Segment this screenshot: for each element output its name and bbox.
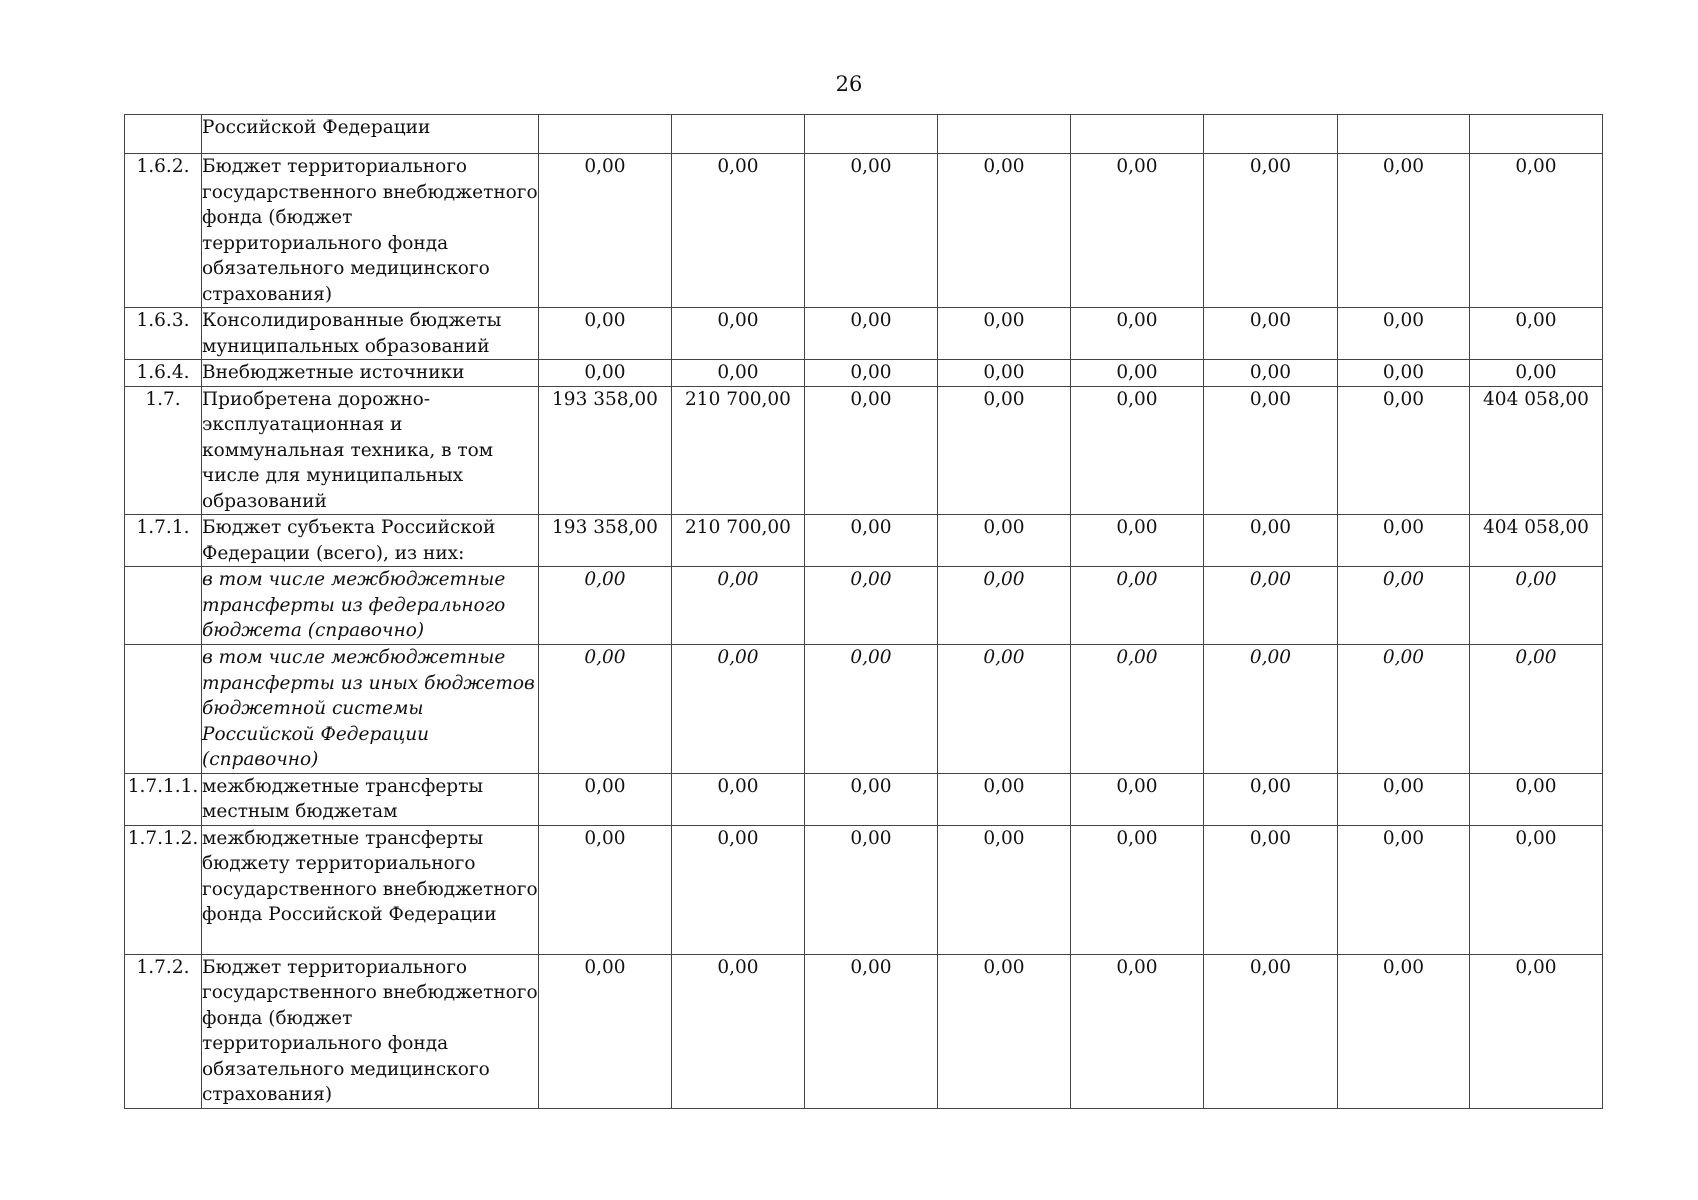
value-cell-5: 0,00	[1071, 645, 1204, 774]
row-number-cell	[125, 567, 202, 645]
value-cell-4: 0,00	[938, 360, 1071, 387]
row-number-cell	[125, 115, 202, 154]
value-cell-8: 404 058,00	[1470, 515, 1603, 567]
value-cell-4: 0,00	[938, 825, 1071, 954]
value-cell-5: 0,00	[1071, 308, 1204, 360]
value-cell-8: 0,00	[1470, 154, 1603, 308]
value-cell-3: 0,00	[805, 515, 938, 567]
table-body	[125, 115, 1603, 1109]
row-name-cell: межбюджетные трансферты бюджету территориального государственного внебюджетного фонда Российской Федерации	[202, 825, 539, 954]
table-row	[125, 567, 1603, 645]
value-cell-5: 0,00	[1071, 386, 1204, 515]
value-cell-1: 0,00	[539, 567, 672, 645]
value-cell-5: 0,00	[1071, 825, 1204, 954]
value-cell-8: 0,00	[1470, 645, 1603, 774]
value-cell-2: 0,00	[672, 645, 805, 774]
row-number-cell: 1.6.2.	[125, 154, 202, 308]
row-name-cell: в том числе межбюджетные трансферты из иных бюджетов бюджетной системы Российской Федерации (справочно)	[202, 645, 539, 774]
value-cell-5	[1071, 115, 1204, 154]
row-name-cell: Приобретена дорожно-эксплуатационная и коммунальная техника, в том числе для муниципальных образований	[202, 386, 539, 515]
value-cell-6: 0,00	[1204, 825, 1338, 954]
value-cell-8: 0,00	[1470, 308, 1603, 360]
value-cell-5: 0,00	[1071, 515, 1204, 567]
value-cell-1: 0,00	[539, 360, 672, 387]
value-cell-7: 0,00	[1338, 360, 1470, 387]
row-name-cell: Бюджет территориального государственного внебюджетного фонда (бюджет территориального фонда обязательного медицинского страхования)	[202, 154, 539, 308]
value-cell-8: 0,00	[1470, 773, 1603, 825]
value-cell-1: 0,00	[539, 645, 672, 774]
row-name-cell: в том числе межбюджетные трансферты из федерального бюджета (справочно)	[202, 567, 539, 645]
value-cell-2: 0,00	[672, 954, 805, 1108]
value-cell-2: 210 700,00	[672, 515, 805, 567]
value-cell-3: 0,00	[805, 386, 938, 515]
value-cell-5: 0,00	[1071, 567, 1204, 645]
value-cell-3: 0,00	[805, 645, 938, 774]
value-cell-6: 0,00	[1204, 386, 1338, 515]
value-cell-3: 0,00	[805, 773, 938, 825]
value-cell-2: 0,00	[672, 154, 805, 308]
value-cell-8: 404 058,00	[1470, 386, 1603, 515]
value-cell-2	[672, 115, 805, 154]
value-cell-4: 0,00	[938, 308, 1071, 360]
value-cell-2: 0,00	[672, 360, 805, 387]
value-cell-1: 0,00	[539, 773, 672, 825]
table-row	[125, 360, 1603, 387]
value-cell-4: 0,00	[938, 154, 1071, 308]
table-row	[125, 515, 1603, 567]
value-cell-6: 0,00	[1204, 154, 1338, 308]
table-row	[125, 115, 1603, 154]
row-name-cell: Внебюджетные источники	[202, 360, 539, 387]
value-cell-2: 210 700,00	[672, 386, 805, 515]
row-number-cell: 1.7.1.2.	[125, 825, 202, 954]
table-row	[125, 773, 1603, 825]
value-cell-6: 0,00	[1204, 645, 1338, 774]
value-cell-4: 0,00	[938, 515, 1071, 567]
value-cell-7: 0,00	[1338, 386, 1470, 515]
row-number-cell: 1.6.3.	[125, 308, 202, 360]
table-row	[125, 386, 1603, 515]
table-row	[125, 154, 1603, 308]
value-cell-8: 0,00	[1470, 567, 1603, 645]
value-cell-6	[1204, 115, 1338, 154]
value-cell-7	[1338, 115, 1470, 154]
value-cell-5: 0,00	[1071, 360, 1204, 387]
value-cell-3: 0,00	[805, 567, 938, 645]
value-cell-3	[805, 115, 938, 154]
row-number-cell: 1.7.2.	[125, 954, 202, 1108]
value-cell-2: 0,00	[672, 308, 805, 360]
row-name-cell: Бюджет субъекта Российской Федерации (всего), из них:	[202, 515, 539, 567]
row-number-cell: 1.7.	[125, 386, 202, 515]
value-cell-6: 0,00	[1204, 954, 1338, 1108]
value-cell-4: 0,00	[938, 773, 1071, 825]
value-cell-7: 0,00	[1338, 308, 1470, 360]
row-number-cell: 1.6.4.	[125, 360, 202, 387]
value-cell-1: 0,00	[539, 825, 672, 954]
value-cell-1: 0,00	[539, 154, 672, 308]
row-name-cell: Бюджет территориального государственного внебюджетного фонда (бюджет территориального фонда обязательного медицинского страхования)	[202, 954, 539, 1108]
value-cell-8: 0,00	[1470, 825, 1603, 954]
value-cell-1: 0,00	[539, 308, 672, 360]
budget-table	[124, 114, 1603, 1109]
value-cell-2: 0,00	[672, 773, 805, 825]
value-cell-3: 0,00	[805, 308, 938, 360]
value-cell-3: 0,00	[805, 154, 938, 308]
row-name-cell: Консолидированные бюджеты муниципальных образований	[202, 308, 539, 360]
table-row	[125, 308, 1603, 360]
value-cell-1	[539, 115, 672, 154]
value-cell-4: 0,00	[938, 645, 1071, 774]
value-cell-8	[1470, 115, 1603, 154]
value-cell-4	[938, 115, 1071, 154]
value-cell-3: 0,00	[805, 360, 938, 387]
row-number-cell: 1.7.1.	[125, 515, 202, 567]
value-cell-6: 0,00	[1204, 515, 1338, 567]
value-cell-7: 0,00	[1338, 954, 1470, 1108]
value-cell-6: 0,00	[1204, 567, 1338, 645]
value-cell-5: 0,00	[1071, 154, 1204, 308]
table-row	[125, 954, 1603, 1108]
value-cell-6: 0,00	[1204, 308, 1338, 360]
value-cell-7: 0,00	[1338, 773, 1470, 825]
value-cell-5: 0,00	[1071, 773, 1204, 825]
value-cell-6: 0,00	[1204, 773, 1338, 825]
value-cell-4: 0,00	[938, 954, 1071, 1108]
value-cell-1: 193 358,00	[539, 515, 672, 567]
value-cell-3: 0,00	[805, 954, 938, 1108]
value-cell-1: 0,00	[539, 954, 672, 1108]
value-cell-7: 0,00	[1338, 154, 1470, 308]
row-name-cell: межбюджетные трансферты местным бюджетам	[202, 773, 539, 825]
value-cell-8: 0,00	[1470, 954, 1603, 1108]
value-cell-6: 0,00	[1204, 360, 1338, 387]
value-cell-7: 0,00	[1338, 567, 1470, 645]
value-cell-8: 0,00	[1470, 360, 1603, 387]
value-cell-3: 0,00	[805, 825, 938, 954]
value-cell-2: 0,00	[672, 825, 805, 954]
value-cell-4: 0,00	[938, 386, 1071, 515]
page-number: 26	[835, 72, 863, 96]
value-cell-2: 0,00	[672, 567, 805, 645]
value-cell-7: 0,00	[1338, 515, 1470, 567]
value-cell-7: 0,00	[1338, 645, 1470, 774]
row-number-cell	[125, 645, 202, 774]
table-row	[125, 825, 1603, 954]
value-cell-5: 0,00	[1071, 954, 1204, 1108]
table-row	[125, 645, 1603, 774]
value-cell-4: 0,00	[938, 567, 1071, 645]
row-name-cell: Российской Федерации	[202, 115, 539, 154]
row-number-cell: 1.7.1.1.	[125, 773, 202, 825]
value-cell-7: 0,00	[1338, 825, 1470, 954]
value-cell-1: 193 358,00	[539, 386, 672, 515]
